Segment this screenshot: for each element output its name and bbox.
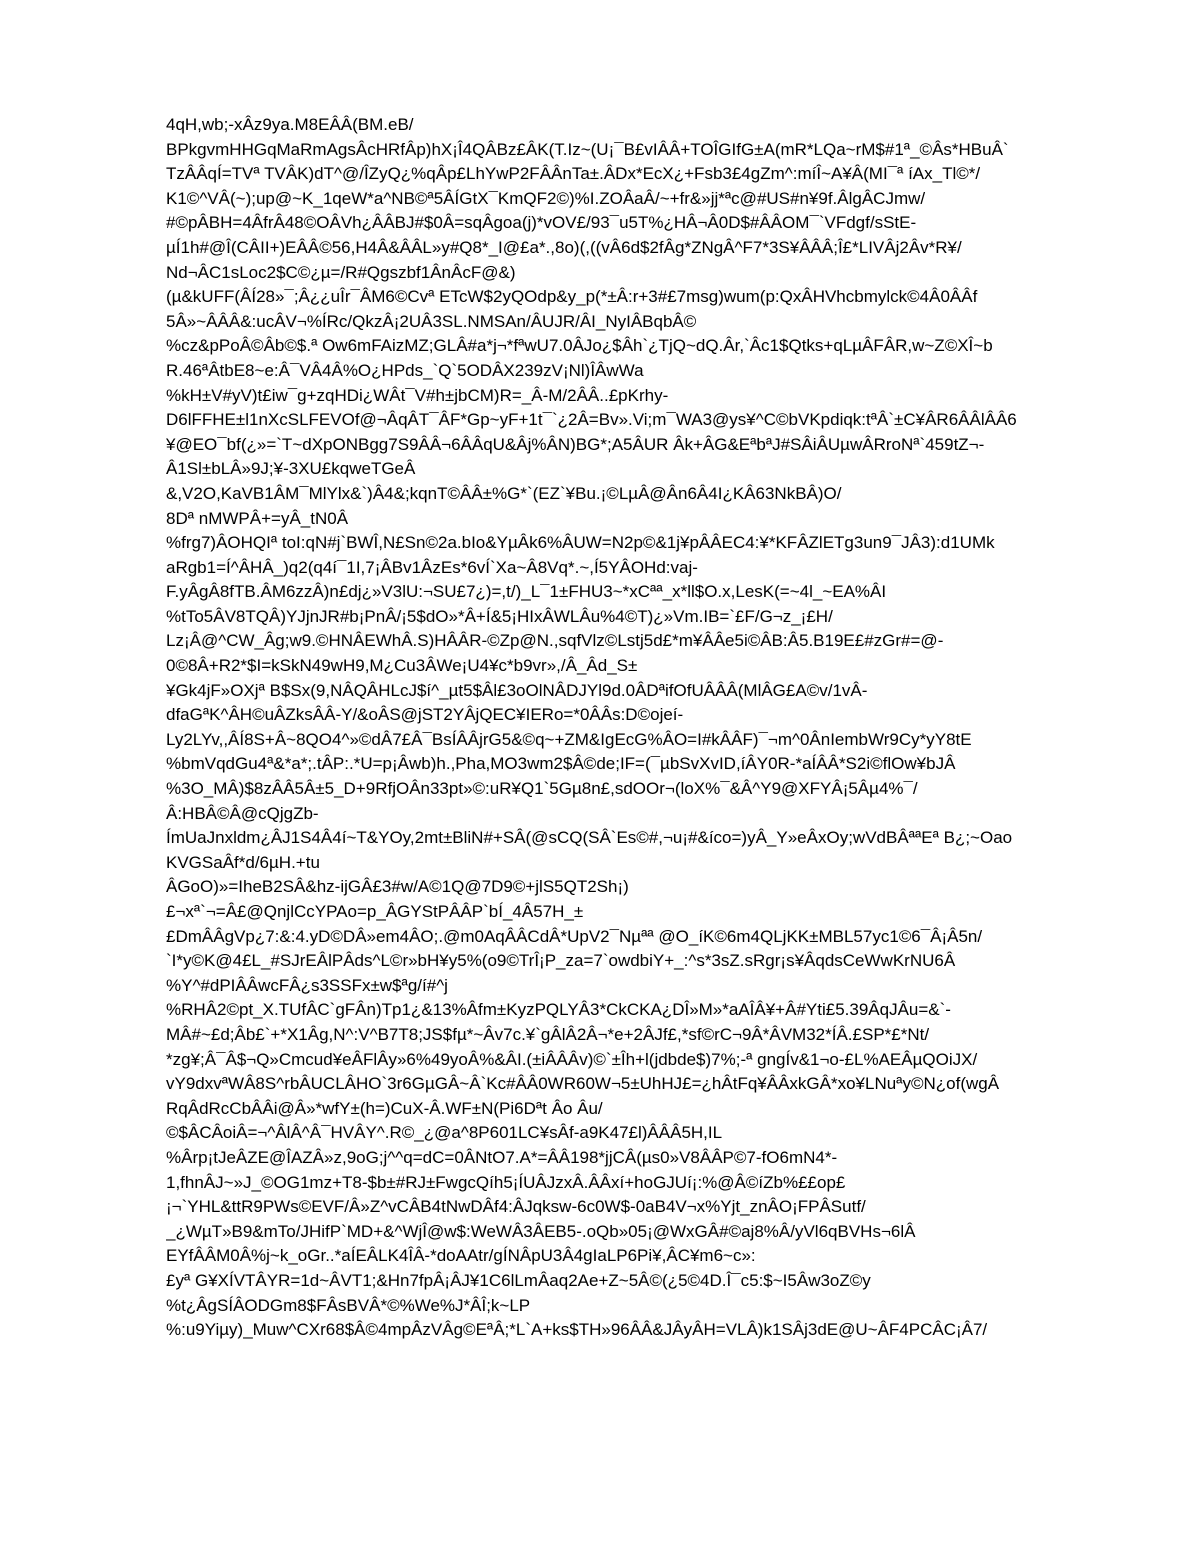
text-line: %frg7)ÂOHQIª toI:qN#j`BWÎ,N£Sn©2a.bIo&YµÂk6%ÂUW=N2p©&1j¥pÂÂEC4:¥*KFÂZlETg3un9¯JÂ3):d1UMk [166, 533, 995, 553]
text-line: K1©^VÂ(~);up@~K_1qeW*a^NB©ª5ÂÍGtX¯KmQF2©)%I.ZOÂaÂ/~+fr&»jj*ªc@#US#n¥9f.ÂlgÂCJmw/ [166, 188, 926, 208]
text-line: #©pÂBH=4ÂfrÂ48©OÂVh¿ÂÂBJ#$0Â=sqÂgoa(j)*vOV£/93¯u5T%¿HÂ¬Â0D$#ÂÂOM¯`VFdgf/sStE- [166, 213, 917, 233]
text-line: ¥@EO¯bf(¿»=`T~dXpONBgg7S9ÂÂ¬6ÂÂqU&Âj%ÂN)BG*;A5ÂUR Âk+ÂG&EªbªJ#SÂiÂUµwÂRroNª`459tZ¬- [166, 434, 985, 454]
text-line: µÍ1h#@Î(CÂII+)EÂÂ©56,H4Â&ÂÂL»y#Q8*_I@£a*.,8o)(,((vÂ6d$2fÂg*ZNgÂ^F7*3S¥ÂÂÂ;Î£*LIVÂj2Âv*R¥/ [166, 237, 962, 257]
text-line: R.46ªÂtbE8~e:Â¯VÂ4Â%O¿HPds_`Q`5ODÂX239zV¡Nl)ÎÂwWa [166, 360, 644, 380]
text-line: 4qH,wb;-xÂz9ya.M8EÂÂ(BM.eB/ [166, 115, 414, 134]
text-line: RqÂdRcCbÂÂi@Â»*wfY±(h=)CuX-Â.WF±N(Pi6Dªt Âo Âu/ [166, 1098, 603, 1118]
text-line: dfaGªK^ÂH©uÂZksÂÂ-Y/&oÂS@jST2YÂjQEC¥IERo=*0ÂÂs:D©ojeí- [166, 705, 684, 725]
text-line: ÍmUaJnxldm¿ÂJ1S4Â4í~T&YOy,2mt±BliN#+SÂ(@sCQ(SÂ`Es©#,¬u¡#&íco=)yÂ_Y»eÂxOy;wVdBÂªªEª B¿;~Oao [166, 828, 1013, 848]
text-line: %cz&pPoÂ©Âb©$.ª Ow6mFAizMZ;GLÂ#a*j¬*fªwU7.0ÂJo¿$Âh`¿TjQ~dQ.Âr,`Âc1$Qtks+qLµÂFÂR,w~Z©XÎ~b [166, 336, 993, 356]
text-line: £¬xª`¬=Â£@QnjlCcYPAo=p_ÂGYStPÂÂP`bÍ_4Â57H_± [166, 902, 584, 921]
text-line: %RHÂ2©pt_X.TUfÂC`gFÂn)Tp1¿&13%Âfm±KyzPQLYÂ3*CkCKA¿DÎ»M»*aAÎÂ¥+Â#Yti£5.39ÂqJÂu=&`- [166, 1000, 951, 1020]
text-line: aRgb1=Í^ÂHÂ_)q2(q4í¯1I,7¡ÂBv1ÂzEs*6vÍ`Xa~Â8Vq*.~,Í5YÂOHd:vaj- [166, 557, 698, 577]
text-line: 0©8Â+R2*$I=kSkN49wH9,M¿Cu3ÂWe¡U4¥c*b9vr»,/Â_Âd_S± [166, 656, 638, 676]
text-line: Â1Sl±bLÂ»9J;¥-3XU£kqweTGeÂ [166, 459, 416, 479]
text-line: *zg¥;Â¯Â$¬Q»Cmcud¥eÂFlÂy»6%49yoÂ%&ÂI.(±iÂÂÂv)©`±Îh+l(jdbde$)7%;-ª gngÍv&1¬o-£L%AEÂµQOiJX/ [166, 1049, 978, 1069]
text-line: &,V2O,KaVB1ÂM¯MlYlx&`)Â4&;kqnT©ÂÂ±%G*`(EZ`¥Bu.¡©LµÂ@Ân6Â4I¿KÂ63NkBÂ)O/ [166, 483, 842, 503]
text-line: %3O_MÂ)$8zÂÂ5Â±5_D+9RfjOÂn33pt»©:uR¥Q1`5Gµ8n£,sdOOr¬(loX%¯&Â^Y9@XFYÂ¡5Âµ4%¯/ [166, 779, 918, 799]
text-line: ¡¬`YHL&ttR9PWs©EVF/Â»Z^vCÂB4tNwDÂf4:ÂJqksw-6c0W$-0aB4V¬x%Yjt_znÂO¡FPÂSutf/ [166, 1197, 866, 1217]
text-line: KVGSaÂf*d/6µH.+tu [166, 852, 320, 872]
text-line: %kH±V#yV)t£iw¯g+zqHDi¿WÂt¯V#h±jbCM)R=_Â-M/2ÂÂ..£pKrhy- [166, 385, 669, 405]
text-line: £DmÂÂgVp¿7:&:4.yD©DÂ»em4ÂO;.@m0AqÂÂCdÂ*UpV2¯Nµªª @O_íK©6m4QLjKK±MBL57yc1©6¯Â¡Â5n/ [166, 926, 983, 946]
text-line: %tTo5ÂV8TQÂ)YJjnJR#b¡PnÂ/¡5$dO»*Â+Í&5¡HIxÂWLÂu%4©T)¿»Vm.IB=`£F/G¬z_¡£H/ [166, 606, 833, 626]
text-line: _¿WµT»B9&mTo/JHifP`MD+&^WjÎ@w$:WeWÂ3ÂEB5-.oQb»05¡@WxGÂ#©aj8%Â/yVl6qBVHs¬6lÂ [166, 1221, 916, 1241]
text-line: MÂ#~£d;Âb£`+*X1Âg,N^:V^B7T8;JS$fµ*~Âv7c.¥`gÂlÂ2Â¬*e+2ÂJf£,*sf©rC¬9Â*ÂVM32*ÍÂ.£SP*£*Nt/ [166, 1024, 930, 1044]
text-line: F.yÂgÂ8fTB.ÂM6zzÂ)n£dj¿»V3lU:¬SU£7¿)=,t/)_L¯1±FHU3~*xCªª_x*ll$O.x,LesK(=~4l_~EA%ÂI [166, 582, 887, 602]
text-line: (µ&kUFF(ÂÍ28»¯;Â¿¿uÎr¯ÂM6©Cvª ETcW$2yQOdp&y_p(*±Â:r+3#£7msg)wum(p:QxÂHVhcbmylck©4Â0ÂÂf [166, 287, 978, 307]
text-line: Â:HBÂ©Â@cQjgZb- [166, 803, 319, 823]
text-line: `I*y©K@4£L_#SJrEÂlPÂds^L©r»bH¥y5%(o9©TrÎ¡P_za=7`owdbiY+_:^s*3sZ.sRgr¡s¥ÂqdsCeWwKrNU6Â [166, 951, 956, 971]
text-line: 1,fhnÂJ~»J_©OG1mz+T8-$b±#RJ±FwgcQíh5¡ÍUÂJzxÂ.ÂÂxí+hoGJUí¡:%@Â©íZb%££op£ [166, 1172, 846, 1192]
text-line: 5Â»~ÂÂÂ&:ucÂV¬%ÍRc/QkzÂ¡2UÂ3SL.NMSAn/ÂUJR/ÂI_NyIÂBqbÂ© [166, 311, 697, 331]
text-line: ¥Gk4jF»OXjª B$Sx(9,NÂQÂHLcJ$í^_µt5$Âl£3oOlNÂDJYl9d.0ÂDªifOfUÂÂÂ(MlÂG£A©v/1vÂ- [166, 680, 868, 700]
document-body-text [166, 113, 1116, 1343]
text-line: %bmVqdGu4ª&*a*;.tÂP:.*U=p¡Âwb)h.,Pha,MO3wm2$Â©de;IF=(¯µbSvXvID,íÂY0R-*aÍÂÂ*S2i©flOw¥bJÂ [166, 754, 956, 774]
text-line: D6lFFHE±l1nXcSLFEVOf@¬ÂqÂT¯ÂF*Gp~yF+1t¯`¿2Â=Bv».Vi;m¯WA3@ys¥^C©bVKpdiqk:tªÂ`±C¥ÂR6ÂÂlÂÂ6 [166, 410, 1017, 430]
text-line: ÂGoO)»=IheB2SÂ&hz-ijGÂ£3#w/A©1Q@7D9©+jlS5QT2Sh¡) [166, 877, 629, 897]
text-line: vY9dxvªWÂ8S^rbÂUCLÂHO`3r6GµGÂ~Â`Kc#ÂÂ0WR60W¬5±UhHJ£=¿hÂtFq¥ÂÂxkGÂ*xo¥LNuªy©N¿of(wgÂ [166, 1074, 1000, 1094]
text-line: %Y^#dPIÂÂwcFÂ¿s3SSFx±w$ªg/í#^j [166, 975, 448, 995]
text-line: ©$ÂCÂoiÂ=¬^ÂlÂ^Â¯HVÂY^.R©_¿@a^8P601LC¥sÂf-a9K47£l)ÂÂÂ5H,IL [166, 1123, 723, 1143]
text-line: %t¿ÂgSÍÂODGm8$FÂsBVÂ*©%We%J*ÂÎ;k~LP [166, 1295, 531, 1315]
text-line: 8Dª nMWPÂ+=yÂ_tN0Â [166, 508, 349, 528]
text-line: TzÂÂqÍ=TVª TVÂK)dT^@/ÎZyQ¿%qÂp£LhYwP2FÂÂnTa±.ÂDx*EcX¿+Fsb3£4gZm^:míÎ~A¥Â(MI¯ª íAx_Tl©*/ [166, 164, 981, 184]
text-line: £yª G¥XÍVTÂYR=1d~ÂVT1;&Hn7fpÂ¡ÂJ¥1C6lLmÂaq2Ae+Z~5Â©(¿5©4D.Î¯c5:$~I5Âw3oZ©y [166, 1270, 871, 1290]
text-line: BPkgvmHHGqMaRmAgsÂcHRfÂp)hX¡Î4QÂBz£ÂK(T.Iz~(U¡¯B£vIÂÂ+TOÎGIfG±A(mR*LQa~rM$#1ª_©Âs*HBuÂ` [166, 139, 1009, 159]
text-line: Ly2LYv,,ÂÍ8S+Â~8QO4^»©dÂ7£Â¯BsÍÂÂjrG5&©q~+ZM&IgEcG%ÂO=I#kÂÂF)¯¬m^0ÂnIembWr9Cy*yY8tE [166, 729, 972, 749]
text-line: Nd¬ÂC1sLoc2$C©¿µ=/R#Qgszbf1ÂnÂcF@&) [166, 262, 516, 282]
text-line: Lz¡Â@^CW_Âg;w9.©HNÂEWhÂ.S)HÂÂR-©Zp@N.,sqfVlz©Lstj5d£*m¥ÂÂe5i©ÂB:Â5.B19E£#zGr#=@- [166, 631, 944, 651]
text-line: EYfÂÂM0Â%j~k_oGr..*aÍEÂLK4ÎÂ-*doAAtr/gÍNÂpU3Â4gIaLP6Pi¥,ÂC¥m6~c»: [166, 1246, 756, 1266]
text-line: %Ârp¡tJeÂZE@ÎAZÂ»z,9oG;j^^q=dC=0ÂNtO7.A*=ÂÂ198*jjCÂ(µs0»V8ÂÂP©7-fO6mN4*- [166, 1147, 838, 1167]
text-line: %:u9Yiµy)_Muw^CXr68$Â©4mpÂzVÂg©EªÂ;*L`A+ks$TH»96ÂÂ&JÂyÂH=VLÂ)k1SÂj3dE@U~ÂF4PCÂC¡Â7/ [166, 1320, 988, 1340]
